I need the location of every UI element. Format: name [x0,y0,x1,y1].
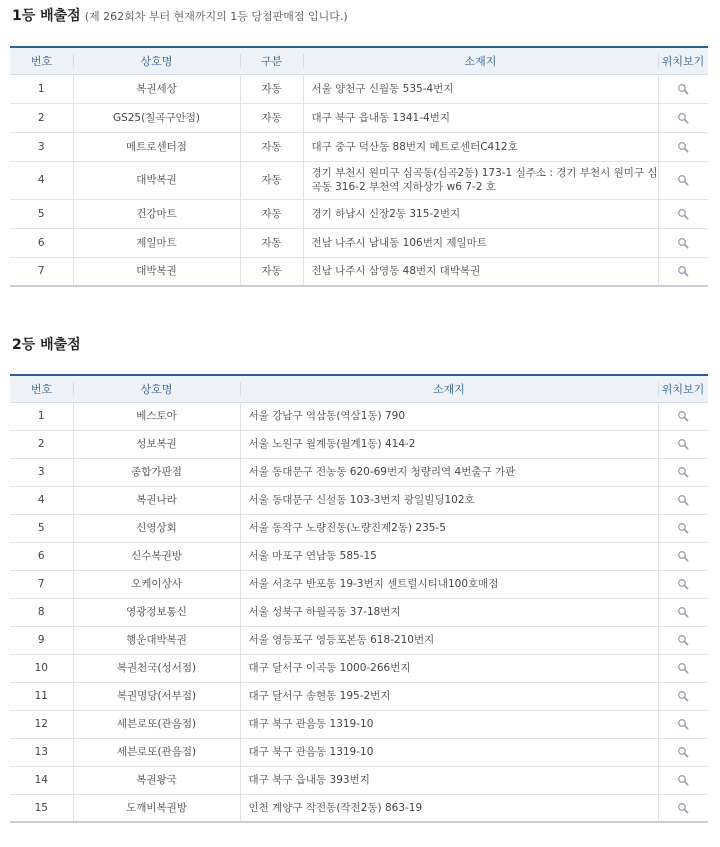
magnifier-icon[interactable] [677,774,689,786]
cell-name: 대박복권 [73,161,240,199]
table-row [10,598,708,626]
cell-location[interactable] [658,430,708,458]
magnifier-icon[interactable] [677,802,689,814]
cell-addr: 서울 마포구 연남동 585-15 [240,542,658,570]
cell-name: 복권세상 [73,74,240,103]
col-header-no: 번호 [10,47,73,74]
cell-location[interactable] [658,514,708,542]
cell-addr: 서울 서초구 반포동 19-3번지 센트럴시티내100호매점 [240,570,658,598]
section1-heading: 1등 배출점 [12,8,81,24]
cell-no: 13 [10,738,73,766]
col-header-addr: 소재지 [303,47,658,74]
cell-addr: 경기 부천시 원미구 심곡동(심곡2동) 173-1 실주소 : 경기 부천시 원미구 심곡동 316-2 부천역 지하상가 w6 7-2 호 [303,161,658,199]
cell-type: 자동 [240,132,303,161]
cell-location[interactable] [658,738,708,766]
cell-addr: 대구 북구 읍내동 393번지 [240,766,658,794]
cell-addr: 대구 달서구 이곡동 1000-266번지 [240,654,658,682]
cell-no: 6 [10,228,73,257]
cell-name: 행운대박복권 [73,626,240,654]
table-row [10,430,708,458]
cell-no: 7 [10,257,73,286]
table-row [10,738,708,766]
cell-addr: 대구 중구 덕산동 88번지 메트로센터C412호 [303,132,658,161]
magnifier-icon[interactable] [677,634,689,646]
table-row [10,682,708,710]
cell-name: 제일마트 [73,228,240,257]
cell-name: 복권왕국 [73,766,240,794]
section1-title [12,5,348,25]
cell-addr: 경기 하남시 신장2동 315-2번지 [303,199,658,228]
table-header-row [10,375,708,402]
magnifier-icon[interactable] [677,466,689,478]
table-row [10,103,708,132]
magnifier-icon[interactable] [677,718,689,730]
cell-name: GS25(칠곡구안점) [73,103,240,132]
cell-location[interactable] [658,710,708,738]
cell-name: 복권나라 [73,486,240,514]
table-row [10,132,708,161]
cell-location[interactable] [658,654,708,682]
magnifier-icon[interactable] [677,83,689,95]
cell-type: 자동 [240,161,303,199]
table-row [10,794,708,822]
col-header-loc: 위치보기 [658,47,708,74]
cell-no: 12 [10,710,73,738]
cell-no: 5 [10,199,73,228]
cell-name: 건강마트 [73,199,240,228]
table-row [10,199,708,228]
table-row [10,626,708,654]
cell-type: 자동 [240,257,303,286]
cell-no: 15 [10,794,73,822]
magnifier-icon[interactable] [677,174,689,186]
cell-name: 메트로센터점 [73,132,240,161]
cell-location[interactable] [658,598,708,626]
magnifier-icon[interactable] [677,494,689,506]
table-row [10,458,708,486]
second-prize-table [10,374,708,823]
cell-name: 베스토아 [73,402,240,430]
cell-location[interactable] [658,486,708,514]
magnifier-icon[interactable] [677,265,689,277]
cell-addr: 서울 강남구 역삼동(역삼1동) 790 [240,402,658,430]
magnifier-icon[interactable] [677,112,689,124]
cell-no: 4 [10,486,73,514]
cell-location[interactable] [658,458,708,486]
cell-name: 종합가판점 [73,458,240,486]
cell-no: 2 [10,430,73,458]
col-header-no: 번호 [10,375,73,402]
col-header-loc: 위치보기 [658,375,708,402]
cell-addr: 대구 북구 관음동 1319-10 [240,710,658,738]
magnifier-icon[interactable] [677,550,689,562]
cell-type: 자동 [240,103,303,132]
cell-location[interactable] [658,626,708,654]
magnifier-icon[interactable] [677,606,689,618]
cell-name: 세븐로또(관음점) [73,710,240,738]
cell-name: 신수복권방 [73,542,240,570]
cell-addr: 대구 북구 관음동 1319-10 [240,738,658,766]
cell-no: 3 [10,132,73,161]
table-row [10,654,708,682]
table-row [10,161,708,199]
cell-name: 대박복권 [73,257,240,286]
cell-name: 오케이상사 [73,570,240,598]
first-prize-table [10,46,708,287]
cell-addr: 인천 계양구 작전동(작전2동) 863-19 [240,794,658,822]
table-header-row [10,47,708,74]
section2-heading: 2등 배출점 [12,337,81,353]
table-row [10,710,708,738]
cell-addr: 서울 성북구 하월곡동 37-18번지 [240,598,658,626]
magnifier-icon[interactable] [677,208,689,220]
magnifier-icon[interactable] [677,690,689,702]
col-header-name: 상호명 [73,47,240,74]
cell-no: 7 [10,570,73,598]
cell-location[interactable] [658,103,708,132]
cell-location[interactable] [658,199,708,228]
cell-type: 자동 [240,74,303,103]
table-row [10,486,708,514]
col-header-addr: 소재지 [240,375,658,402]
cell-addr: 서울 동대문구 신설동 103-3번지 광일빌딩102호 [240,486,658,514]
cell-no: 2 [10,103,73,132]
cell-addr: 서울 노원구 월계동(월계1동) 414-2 [240,430,658,458]
cell-addr: 대구 북구 읍내동 1341-4번지 [303,103,658,132]
col-header-type: 구분 [240,47,303,74]
cell-addr: 전남 나주시 삼영동 48번지 대박복권 [303,257,658,286]
cell-location[interactable] [658,542,708,570]
cell-location[interactable] [658,74,708,103]
cell-type: 자동 [240,199,303,228]
cell-no: 5 [10,514,73,542]
cell-no: 9 [10,626,73,654]
table-row [10,228,708,257]
magnifier-icon[interactable] [677,522,689,534]
cell-location[interactable] [658,132,708,161]
cell-no: 1 [10,402,73,430]
table-row [10,74,708,103]
cell-no: 8 [10,598,73,626]
cell-location[interactable] [658,794,708,822]
cell-addr: 대구 달서구 송현동 195-2번지 [240,682,658,710]
cell-no: 10 [10,654,73,682]
section1-note: (제 262회차 부터 현재까지의 1등 당첨판매점 입니다.) [84,10,348,23]
magnifier-icon[interactable] [677,746,689,758]
cell-name: 복권명당(서부점) [73,682,240,710]
table-row [10,402,708,430]
table-row [10,257,708,286]
cell-addr: 서울 동대문구 전농동 620-69번지 청량리역 4번출구 가판 [240,458,658,486]
section2-title [12,334,81,354]
cell-no: 4 [10,161,73,199]
cell-no: 1 [10,74,73,103]
cell-name: 신영상회 [73,514,240,542]
table-row [10,766,708,794]
cell-no: 6 [10,542,73,570]
magnifier-icon[interactable] [677,438,689,450]
cell-name: 세븐로또(관음점) [73,738,240,766]
magnifier-icon[interactable] [677,410,689,422]
cell-no: 3 [10,458,73,486]
cell-location[interactable] [658,402,708,430]
cell-location[interactable] [658,766,708,794]
magnifier-icon[interactable] [677,578,689,590]
cell-type: 자동 [240,228,303,257]
table-row [10,570,708,598]
magnifier-icon[interactable] [677,662,689,674]
cell-addr: 서울 양천구 신월동 535-4번지 [303,74,658,103]
cell-name: 도깨비복권방 [73,794,240,822]
cell-addr: 서울 동작구 노량진동(노량진제2동) 235-5 [240,514,658,542]
cell-addr: 서울 영등포구 영등포본동 618-210번지 [240,626,658,654]
cell-location[interactable] [658,257,708,286]
cell-location[interactable] [658,682,708,710]
cell-no: 14 [10,766,73,794]
cell-name: 성보복권 [73,430,240,458]
cell-addr: 전남 나주시 남내동 106번지 제일마트 [303,228,658,257]
cell-name: 복권천국(성서점) [73,654,240,682]
cell-location[interactable] [658,228,708,257]
table-row [10,542,708,570]
magnifier-icon[interactable] [677,141,689,153]
cell-location[interactable] [658,161,708,199]
table-row [10,514,708,542]
cell-location[interactable] [658,570,708,598]
col-header-name: 상호명 [73,375,240,402]
magnifier-icon[interactable] [677,237,689,249]
cell-name: 영광정보통신 [73,598,240,626]
cell-no: 11 [10,682,73,710]
